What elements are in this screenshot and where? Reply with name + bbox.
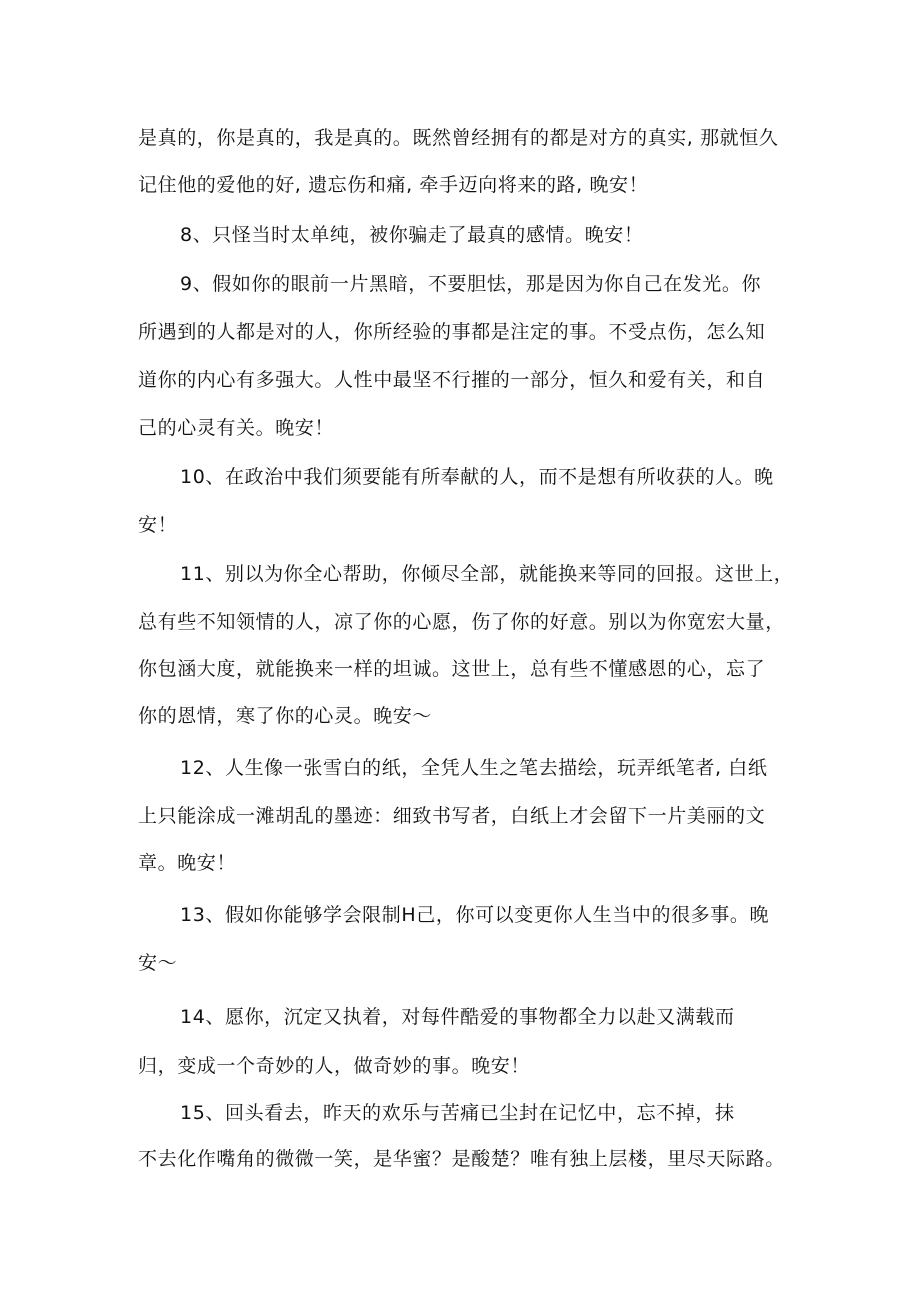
paragraph-item-15: 15、回头看去，昨天的欢乐与苦痛已尘封在记忆中，忘不掉，抹: [180, 1102, 735, 1124]
paragraph-item-9: 9、假如你的眼前一片黑暗，不要胆怯，那是因为你自己在发光。你: [180, 273, 762, 295]
text-line: 你包涵大度，就能换来一样的坦诚。这世上，总有些不懂感恩的心，忘了: [138, 658, 766, 680]
text-line: 安～: [138, 952, 178, 974]
text-line: 安！: [138, 514, 178, 536]
text-line: 所遇到的人都是对的人，你所经验的事都是注定的事。不受点伤，怎么知: [138, 321, 766, 343]
paragraph-item-12: 12、人生像一张雪白的纸，全凭人生之笔去描绘，玩弄纸笔者, 白纸: [180, 757, 768, 779]
paragraph-item-13: 13、假如你能够学会限制H己，你可以变更你人生当中的很多事。晚: [180, 904, 770, 926]
paragraph-item-11: 11、别以为你全心帮助，你倾尽全部，就能换来等同的回报。这世上，: [180, 563, 794, 585]
text-line: 记住他的爱他的好, 遗忘伤和痛, 牵手迈向将来的路, 晚安！: [138, 174, 649, 196]
text-line: 道你的内心有多强大。人性中最坚不行摧的一部分，恒久和爱有关，和自: [138, 369, 766, 391]
paragraph-item-10: 10、在政治中我们须要能有所奉献的人，而不是想有所收获的人。晚: [180, 466, 774, 488]
text-line: 你的恩情，寒了你的心灵。晚安～: [138, 705, 433, 727]
text-line: 总有些不知领情的人，凉了你的心愿，伤了你的好意。别以为你宽宏大量，: [138, 611, 785, 633]
text-line: 是真的，你是真的，我是真的。既然曾经拥有的都是对方的真实, 那就恒久: [138, 127, 779, 149]
paragraph-item-8: 8、只怪当时太单纯，被你骗走了最真的感情。晚安！: [180, 224, 644, 246]
text-line: 己的心灵有关。晚安！: [138, 417, 335, 439]
text-line: 归，变成一个奇妙的人，做奇妙的事。晚安！: [138, 1055, 531, 1077]
paragraph-item-14: 14、愿你，沉定又执着，对每件酷爱的事物都全力以赴又满载而: [180, 1006, 735, 1028]
text-line: 不去化作嘴角的微微一笑，是华蜜？是酸楚？唯有独上层楼，里尽天际路。: [138, 1148, 785, 1170]
text-line: 章。晚安！: [138, 852, 237, 874]
text-line: 上只能涂成一滩胡乱的墨迹：细致书写者，白纸上才会留下一片美丽的文: [138, 805, 766, 827]
